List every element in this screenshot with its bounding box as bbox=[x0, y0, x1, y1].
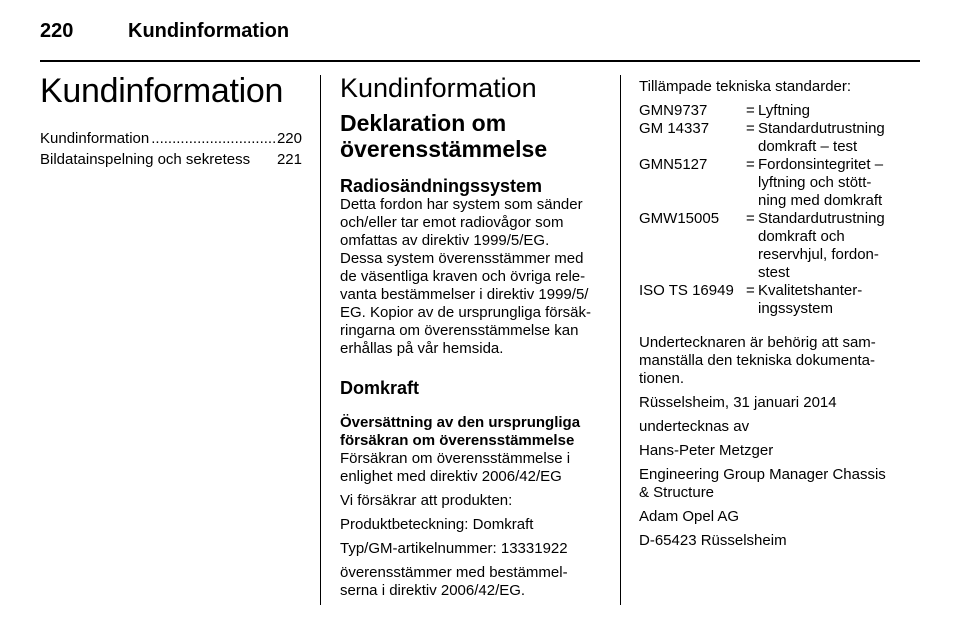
assurance-text: Vi försäkrar att produkten: bbox=[340, 492, 513, 509]
standard-row bbox=[639, 120, 905, 156]
text-line: Undertecknaren är behörig att sam- bbox=[639, 334, 876, 351]
heading-line: Översättning av den ursprungliga bbox=[340, 414, 581, 431]
text-line: domkraft och bbox=[758, 228, 845, 245]
section-title: Kundinformation bbox=[40, 72, 284, 110]
toc-label: Bildatainspelning och sekretess bbox=[40, 151, 251, 168]
text-line: Detta fordon har system som sänder bbox=[340, 196, 583, 213]
text-line: ning med domkraft bbox=[758, 192, 883, 209]
text-line: serna i direktiv 2006/42/EG. bbox=[340, 582, 526, 599]
translation-heading bbox=[340, 414, 603, 450]
text-line: ringarna om överensstämmelse kan bbox=[340, 322, 579, 339]
company-name: Adam Opel AG bbox=[639, 508, 740, 525]
text-line: reservhjul, fordon- bbox=[758, 246, 879, 263]
text-line: Kvalitetshanter- bbox=[758, 282, 863, 299]
product-text: Produktbeteckning: Domkraft bbox=[340, 516, 534, 533]
text-line: EG. Kopior av de ursprungliga försäk- bbox=[340, 304, 591, 321]
jack-heading: Domkraft bbox=[340, 378, 420, 398]
standard-description bbox=[758, 120, 905, 156]
signed-by: undertecknas av bbox=[639, 418, 750, 435]
standard-row bbox=[639, 156, 905, 210]
text-line: Lyftning bbox=[758, 102, 810, 119]
standard-equals: = bbox=[746, 282, 755, 299]
standard-row bbox=[639, 102, 905, 120]
part-number-text: Typ/GM-artikelnummer: 13331922 bbox=[340, 540, 568, 557]
text-line: erhållas på vår hemsida. bbox=[340, 340, 504, 357]
standard-description bbox=[758, 210, 905, 282]
standard-code: GMN9737 bbox=[639, 102, 708, 119]
section-title: Kundinformation bbox=[340, 73, 537, 103]
text-line: vanta bestämmelser i direktiv 1999/5/ bbox=[340, 286, 589, 303]
toc-item[interactable] bbox=[40, 149, 302, 170]
standard-equals: = bbox=[746, 102, 755, 119]
declaration-heading bbox=[340, 110, 603, 162]
text-line: domkraft – test bbox=[758, 138, 858, 155]
standard-description bbox=[758, 102, 905, 120]
text-line: stest bbox=[758, 264, 790, 281]
text-line: tionen. bbox=[639, 370, 685, 387]
text-line: Standardutrustning bbox=[758, 210, 885, 227]
text-line: de väsentliga kraven och övriga rele- bbox=[340, 268, 586, 285]
text-line: Fordonsintegritet – bbox=[758, 156, 884, 173]
text-line: Standardutrustning bbox=[758, 120, 885, 137]
toc-leader-dots bbox=[151, 128, 275, 149]
text-line: ingssystem bbox=[758, 300, 834, 317]
standard-equals: = bbox=[746, 156, 755, 173]
text-line: Försäkran om överensstämmelse i bbox=[340, 450, 571, 467]
standard-code: GM 14337 bbox=[639, 120, 710, 137]
toc-label: Kundinformation bbox=[40, 130, 150, 147]
text-line: enlighet med direktiv 2006/42/EG bbox=[340, 468, 562, 485]
radio-paragraph bbox=[340, 196, 603, 358]
page-header bbox=[40, 20, 920, 60]
standard-equals: = bbox=[746, 120, 755, 137]
signer-role bbox=[639, 466, 905, 502]
standard-equals: = bbox=[746, 210, 755, 227]
signer-name: Hans-Peter Metzger bbox=[639, 442, 774, 459]
column-divider bbox=[620, 75, 621, 605]
conformity-paragraph bbox=[340, 564, 603, 600]
standard-row bbox=[639, 210, 905, 282]
header-rule bbox=[40, 60, 920, 62]
text-line: omfattas av direktiv 1999/5/EG. bbox=[340, 232, 550, 249]
heading-line: försäkran om överensstämmelse bbox=[340, 432, 575, 449]
heading-line: Deklaration om bbox=[340, 110, 507, 136]
standards-heading: Tillämpade tekniska standarder: bbox=[639, 78, 852, 95]
standard-description bbox=[758, 282, 905, 318]
text-line: överensstämmer med bestämmel- bbox=[340, 564, 568, 581]
standard-row bbox=[639, 282, 905, 318]
text-line: Dessa system överensstämmer med bbox=[340, 250, 584, 267]
heading-line: överensstämmelse bbox=[340, 136, 548, 162]
toc-page: 220 bbox=[276, 130, 302, 147]
column-divider bbox=[320, 75, 321, 605]
standard-code: GMW15005 bbox=[639, 210, 720, 227]
translation-paragraph bbox=[340, 450, 603, 486]
standard-code: ISO TS 16949 bbox=[639, 282, 734, 299]
standard-description bbox=[758, 156, 905, 210]
radio-heading: Radiosändningssystem bbox=[340, 176, 543, 196]
declaration-column bbox=[340, 72, 603, 600]
toc-column bbox=[40, 72, 302, 170]
standards-column bbox=[639, 78, 905, 550]
text-line: manställa den tekniska dokumenta- bbox=[639, 352, 875, 369]
place-date: Rüsselsheim, 31 januari 2014 bbox=[639, 394, 837, 411]
text-line: & Structure bbox=[639, 484, 715, 501]
text-line: och/eller tar emot radiovågor som bbox=[340, 214, 564, 231]
text-line: lyftning och stött- bbox=[758, 174, 872, 191]
company-address: D-65423 Rüsselsheim bbox=[639, 532, 787, 549]
signatory-paragraph bbox=[639, 334, 905, 388]
page-number: 220 bbox=[40, 20, 74, 42]
toc-page: 221 bbox=[276, 151, 302, 168]
header-title: Kundinformation bbox=[128, 20, 290, 42]
toc-item[interactable] bbox=[40, 128, 302, 149]
text-line: Engineering Group Manager Chassis bbox=[639, 466, 886, 483]
standard-code: GMN5127 bbox=[639, 156, 708, 173]
